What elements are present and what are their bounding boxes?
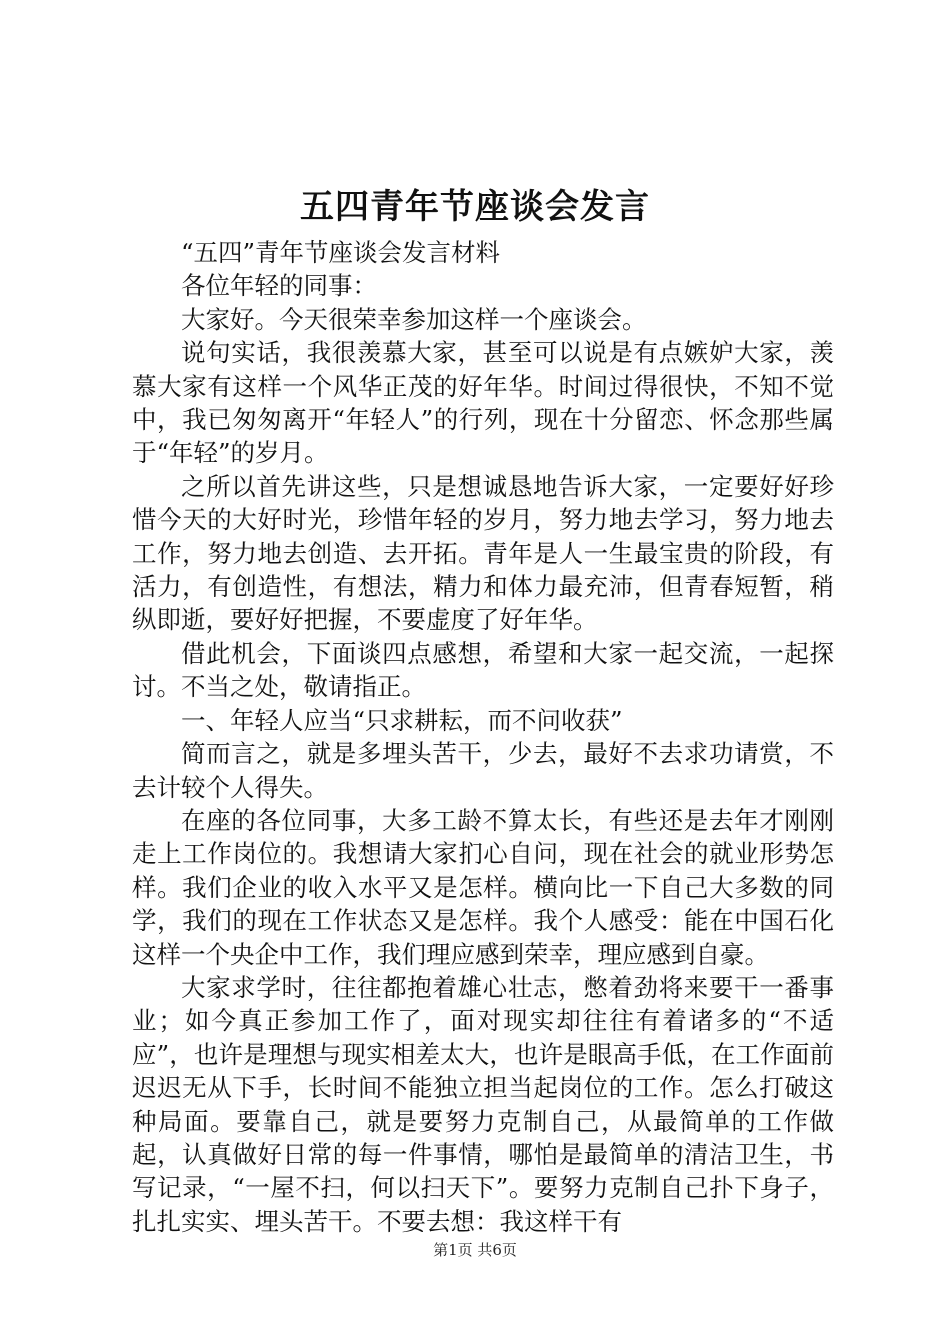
section-heading: 一、年轻人应当“只求耕耘，而不问收获” — [181, 705, 623, 735]
paragraph-salutation: 各位年轻的同事： — [181, 271, 377, 301]
paragraph-greeting: 大家好。今天很荣幸参加这样一个座谈会。 — [181, 304, 647, 334]
document-title: 五四青年节座谈会发言 — [300, 187, 650, 227]
paragraph: 之所以首先讲这些，只是想诚恳地告诉大家，一定要好好珍惜今天的大好时光，珍惜年轻的岁月，努力地去学习，努力地去工作，努力地去创造、去开拓。青年是人一生最宝贵的阶段，有活力，有创造性，有想法，精力和体力最充沛，但青春短暂，稍纵即逝，要好好把握，不要虚度了好年华。 — [132, 471, 834, 635]
paragraph: 说句实话，我很羡慕大家，甚至可以说是有点嫉妒大家，羡慕大家有这样一个风华正茂的好年华。时间过得很快，不知不觉中，我已匆匆离开“年轻人”的行列，现在十分留恋、怀念那些属于“年轻”的岁月。 — [132, 338, 834, 468]
paragraph: 大家求学时，往往都抱着雄心壮志，憋着劲将来要干一番事业；如今真正参加工作了，面对现实却往往有着诸多的“不适应”，也许是理想与现实相差太大，也许是眼高手低，在工作面前迟迟无从下手，长时间不能独立担当起岗位的工作。怎么打破这种局面。要靠自己，就是要努力克制自己，从最简单的工作做起，认真做好日常的每一件事情，哪怕是最简单的清洁卫生，书写记录，“一屋不扫，何以扫天下”。要努力克制自己扑下身子，扎扎实实、埋头苦干。不要去想：我这样干有 — [132, 972, 834, 1236]
paragraph: 简而言之，就是多埋头苦干，少去，最好不去求功请赏，不去计较个人得失。 — [132, 739, 834, 802]
paragraph-subtitle: “五四”青年节座谈会发言材料 — [181, 238, 501, 267]
document-body — [132, 236, 834, 1238]
page-number-footer: 第1页 共6页 — [433, 1241, 517, 1259]
paragraph: 在座的各位同事，大多工龄不算太长，有些还是去年才刚刚走上工作岗位的。我想请大家扪心自问，现在社会的就业形势怎样。我们企业的收入水平又是怎样。横向比一下自己大多数的同学，我们的现在工作状态又是怎样。我个人感受：能在中国石化这样一个央企中工作，我们理应感到荣幸，理应感到自豪。 — [132, 805, 834, 969]
paragraph: 借此机会，下面谈四点感想，希望和大家一起交流，一起探讨。不当之处，敬请指正。 — [132, 638, 834, 702]
